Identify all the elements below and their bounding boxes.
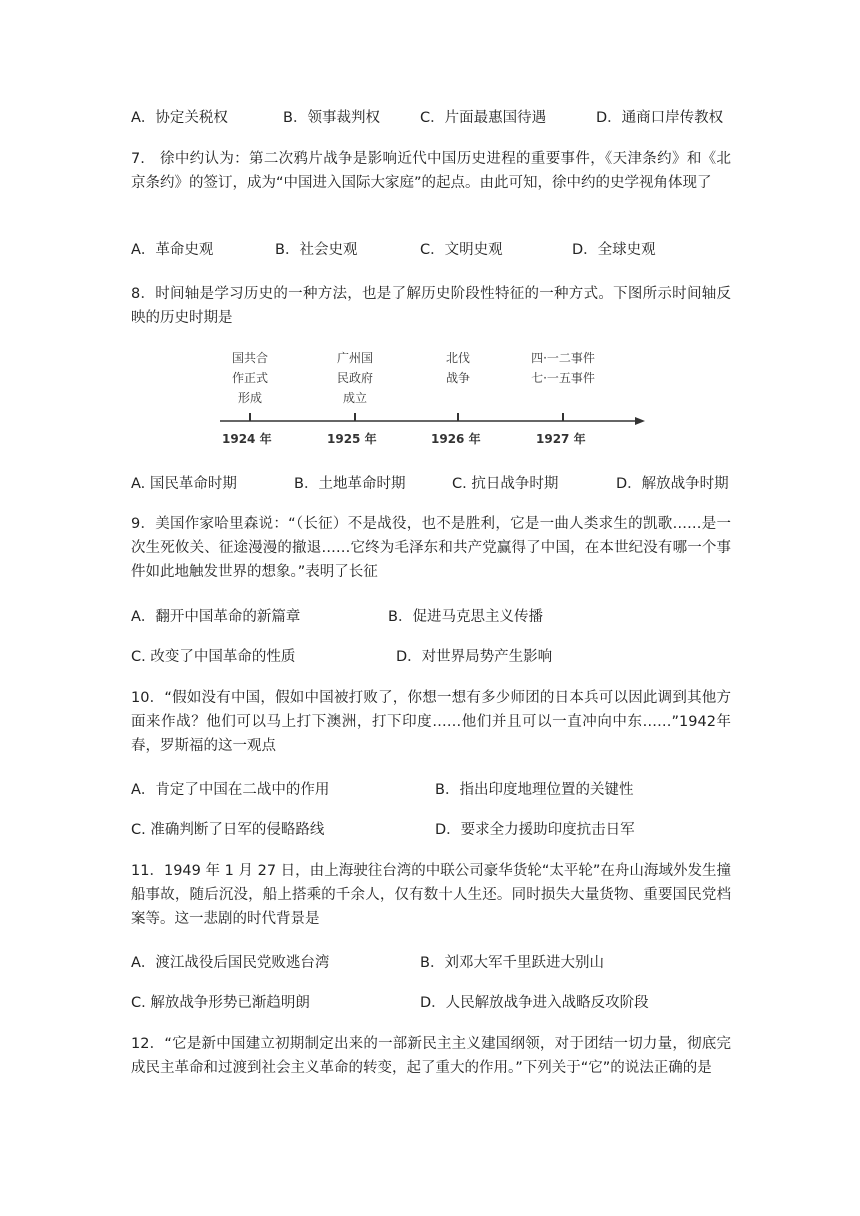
q10-option-b: B．指出印度地理位置的关键性 bbox=[435, 782, 634, 798]
q6-option-c: C．片面最惠国待遇 bbox=[420, 110, 547, 126]
timeline-year: 1925 年 bbox=[327, 432, 377, 446]
q12-stem: 12．“它是新中国建立初期制定出来的一部新民主主义建国纲领，对于团结一切力量，彻底完成民主革命和过渡到社会主义革命的转变，起了重大的作用。”下列关于“它”的说法正确的是 bbox=[131, 1036, 731, 1076]
q6-option-b: B．领事裁判权 bbox=[283, 110, 380, 126]
q8-option-c: C. 抗日战争时期 bbox=[452, 476, 559, 492]
q11-option-b: B．刘邓大军千里跃进大别山 bbox=[420, 955, 604, 971]
timeline-year: 1927 年 bbox=[536, 432, 586, 446]
q8-stem: 8．时间轴是学习历史的一种方法，也是了解历史阶段性特征的一种方式。下图所示时间轴反映的历史时期是 bbox=[131, 286, 731, 326]
timeline-event-label: 国共合 作正式 形成 bbox=[231, 351, 268, 405]
q8-option-d: D．解放战争时期 bbox=[616, 476, 729, 492]
q7-option-a: A．革命史观 bbox=[131, 242, 214, 258]
q9-option-a: A．翻开中国革命的新篇章 bbox=[131, 609, 301, 625]
q10-stem: 10．“假如没有中国，假如中国被打败了，你想一想有多少师团的日本兵可以因此调到其他方面来作战？他们可以马上打下澳洲，打下印度……他们并且可以一直冲向中东……”1942年春，罗斯福的这一观点 bbox=[131, 690, 731, 754]
q11-option-c: C. 解放战争形势已渐趋明朗 bbox=[131, 995, 310, 1011]
q6-option-a: A．协定关税权 bbox=[131, 110, 228, 126]
q9-stem: 9．美国作家哈里森说：“（长征）不是战役，也不是胜利，它是一曲人类求生的凯歌……是一次生死攸关、征途漫漫的撤退……它终为毛泽东和共产党赢得了中国，在本世纪没有哪一个事件如此地触发世界的想象。”表明了长征 bbox=[131, 516, 731, 580]
timeline-event-label: 广州国 民政府 成立 bbox=[336, 351, 373, 405]
q7-option-c: C．文明史观 bbox=[420, 242, 503, 258]
q7-stem: 7. 徐中约认为：第二次鸦片战争是影响近代中国历史进程的重要事件，《天津条约》和《北京条约》的签订，成为“中国进入国际大家庭”的起点。由此可知，徐中约的史学视角体现了 bbox=[131, 151, 731, 191]
q8-option-b: B．土地革命时期 bbox=[294, 476, 406, 492]
q10-option-c: C. 准确判断了日军的侵略路线 bbox=[131, 822, 325, 838]
q10-option-d: D．要求全力援助印度抗击日军 bbox=[435, 822, 635, 838]
q9-option-d: D．对世界局势产生影响 bbox=[396, 649, 553, 665]
q7-option-d: D．全球史观 bbox=[572, 242, 656, 258]
timeline-year: 1926 年 bbox=[431, 432, 481, 446]
timeline-figure bbox=[215, 345, 655, 455]
q8-option-a: A. 国民革命时期 bbox=[131, 476, 237, 492]
q11-option-d: D．人民解放战争进入战略反攻阶段 bbox=[420, 995, 649, 1011]
q11-stem: 11．1949 年 1 月 27 日，由上海驶往台湾的中联公司豪华货轮“太平轮”在舟山海域外发生撞船事故，随后沉没，船上搭乘的千余人，仅有数十人生还。同时损失大量货物、重要国民党档案等。这一悲剧的时代背景是 bbox=[131, 863, 731, 927]
q7-option-b: B．社会史观 bbox=[275, 242, 358, 258]
q6-option-d: D．通商口岸传教权 bbox=[596, 110, 724, 126]
q11-option-a: A．渡江战役后国民党败逃台湾 bbox=[131, 955, 330, 971]
timeline-event-label: 四·一二事件 七·一五事件 bbox=[531, 351, 595, 385]
q9-option-c: C. 改变了中国革命的性质 bbox=[131, 649, 296, 665]
timeline-year: 1924 年 bbox=[222, 432, 272, 446]
timeline-event-label: 北伐 战争 bbox=[445, 351, 470, 385]
q9-option-b: B．促进马克思主义传播 bbox=[388, 609, 543, 625]
q10-option-a: A．肯定了中国在二战中的作用 bbox=[131, 782, 330, 798]
